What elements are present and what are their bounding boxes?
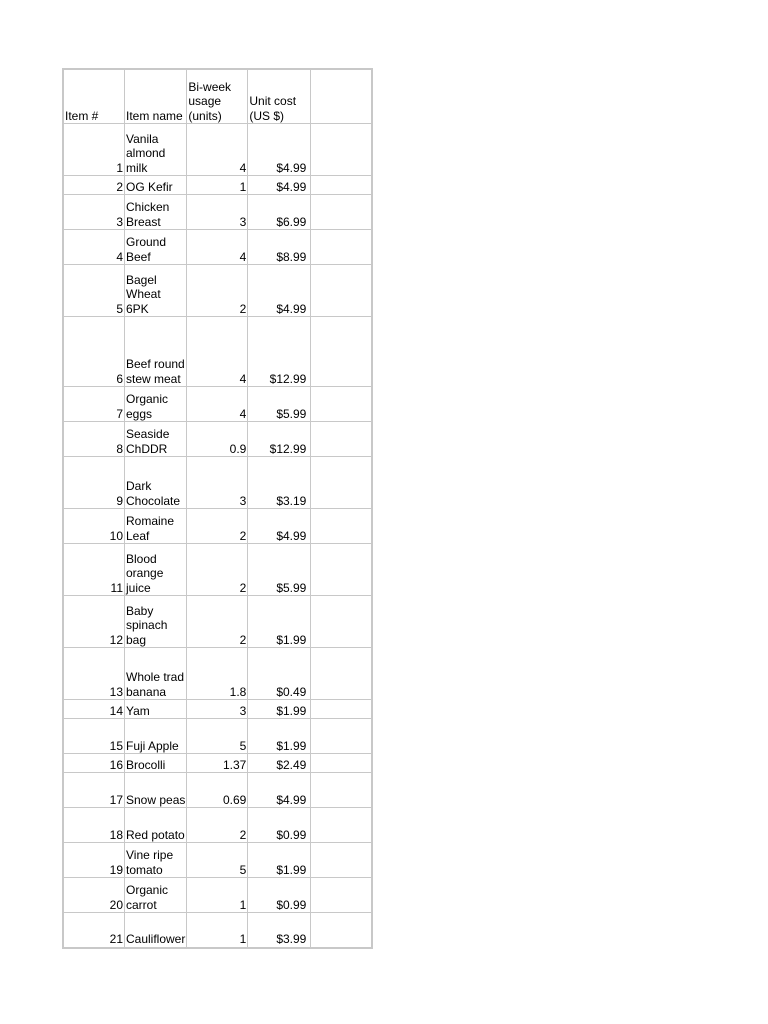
item-number-cell[interactable]: 11 xyxy=(63,544,125,596)
usage-cell[interactable]: 1 xyxy=(187,878,248,913)
table-row xyxy=(63,124,372,176)
header-unit-cost[interactable]: Unit cost (US $) xyxy=(248,69,311,124)
blank-cell[interactable] xyxy=(311,422,373,457)
blank-cell[interactable] xyxy=(311,596,373,648)
usage-cell[interactable]: 4 xyxy=(187,317,248,387)
item-name-cell[interactable]: Dark Chocolate xyxy=(125,457,187,509)
table-row xyxy=(63,317,372,387)
item-number-cell[interactable]: 21 xyxy=(63,913,125,948)
table-row xyxy=(63,773,372,808)
blank-cell[interactable] xyxy=(311,719,373,754)
item-name-cell[interactable]: Brocolli xyxy=(125,754,187,773)
usage-cell[interactable]: 5 xyxy=(187,719,248,754)
item-number-cell[interactable]: 10 xyxy=(63,509,125,544)
unit-cost-cell[interactable]: $3.19 xyxy=(248,457,311,509)
grocery-table xyxy=(62,68,373,949)
usage-cell[interactable]: 4 xyxy=(187,230,248,265)
usage-cell[interactable]: 2 xyxy=(187,808,248,843)
item-name-cell[interactable]: Romaine Leaf xyxy=(125,509,187,544)
table-row xyxy=(63,754,372,773)
header-blank[interactable] xyxy=(311,69,373,124)
item-number-cell[interactable]: 1 xyxy=(63,124,125,176)
usage-cell[interactable]: 1 xyxy=(187,913,248,948)
table-row xyxy=(63,913,372,948)
item-name-cell[interactable]: Vanila almond milk xyxy=(125,124,187,176)
unit-cost-cell[interactable]: $0.49 xyxy=(248,648,311,700)
table-row xyxy=(63,176,372,195)
header-item-name[interactable]: Item name xyxy=(125,69,187,124)
blank-cell[interactable] xyxy=(311,648,373,700)
unit-cost-cell[interactable]: $1.99 xyxy=(248,700,311,719)
header-item-number[interactable]: Item # xyxy=(63,69,125,124)
item-name-cell[interactable]: Whole trad banana xyxy=(125,648,187,700)
usage-cell[interactable]: 0.9 xyxy=(187,422,248,457)
table-row xyxy=(63,265,372,317)
table-row xyxy=(63,544,372,596)
item-name-cell[interactable]: Fuji Apple xyxy=(125,719,187,754)
item-number-cell[interactable]: 20 xyxy=(63,878,125,913)
item-name-cell[interactable]: Beef round stew meat xyxy=(125,317,187,387)
blank-cell[interactable] xyxy=(311,457,373,509)
unit-cost-cell[interactable]: $1.99 xyxy=(248,843,311,878)
blank-cell[interactable] xyxy=(311,544,373,596)
table-row xyxy=(63,230,372,265)
item-name-cell[interactable]: Snow peas xyxy=(125,773,187,808)
unit-cost-cell[interactable]: $0.99 xyxy=(248,808,311,843)
header-row xyxy=(63,69,372,124)
table-row xyxy=(63,808,372,843)
usage-cell[interactable]: 2 xyxy=(187,544,248,596)
item-name-cell[interactable]: OG Kefir xyxy=(125,176,187,195)
header-usage[interactable]: Bi-week usage (units) xyxy=(187,69,248,124)
item-number-cell[interactable]: 13 xyxy=(63,648,125,700)
unit-cost-cell[interactable]: $1.99 xyxy=(248,596,311,648)
item-number-cell[interactable]: 16 xyxy=(63,754,125,773)
usage-cell[interactable]: 1 xyxy=(187,176,248,195)
item-name-cell[interactable]: Seaside ChDDR xyxy=(125,422,187,457)
table-row xyxy=(63,195,372,230)
usage-cell[interactable]: 1.8 xyxy=(187,648,248,700)
unit-cost-cell[interactable]: $1.99 xyxy=(248,719,311,754)
item-name-cell[interactable]: Ground Beef xyxy=(125,230,187,265)
item-number-cell[interactable]: 6 xyxy=(63,317,125,387)
item-number-cell[interactable]: 5 xyxy=(63,265,125,317)
table-row xyxy=(63,509,372,544)
item-number-cell[interactable]: 12 xyxy=(63,596,125,648)
item-number-cell[interactable]: 18 xyxy=(63,808,125,843)
usage-cell[interactable]: 2 xyxy=(187,265,248,317)
unit-cost-cell[interactable]: $4.99 xyxy=(248,124,311,176)
blank-cell[interactable] xyxy=(311,265,373,317)
blank-cell[interactable] xyxy=(311,195,373,230)
item-name-cell[interactable]: Vine ripe tomato xyxy=(125,843,187,878)
unit-cost-cell[interactable]: $12.99 xyxy=(248,317,311,387)
usage-cell[interactable]: 2 xyxy=(187,509,248,544)
item-number-cell[interactable]: 19 xyxy=(63,843,125,878)
usage-cell[interactable]: 3 xyxy=(187,700,248,719)
blank-cell[interactable] xyxy=(311,387,373,422)
item-number-cell[interactable]: 8 xyxy=(63,422,125,457)
blank-cell[interactable] xyxy=(311,317,373,387)
blank-cell[interactable] xyxy=(311,230,373,265)
blank-cell[interactable] xyxy=(311,754,373,773)
usage-cell[interactable]: 0.69 xyxy=(187,773,248,808)
unit-cost-cell[interactable]: $4.99 xyxy=(248,176,311,195)
item-number-cell[interactable]: 17 xyxy=(63,773,125,808)
unit-cost-cell[interactable]: $3.99 xyxy=(248,913,311,948)
item-name-cell[interactable]: Baby spinach bag xyxy=(125,596,187,648)
usage-cell[interactable]: 1.37 xyxy=(187,754,248,773)
item-number-cell[interactable]: 14 xyxy=(63,700,125,719)
blank-cell[interactable] xyxy=(311,843,373,878)
table-row xyxy=(63,878,372,913)
item-name-cell[interactable]: Organic eggs xyxy=(125,387,187,422)
table-row xyxy=(63,457,372,509)
usage-cell[interactable]: 4 xyxy=(187,124,248,176)
item-name-cell[interactable]: Organic carrot xyxy=(125,878,187,913)
unit-cost-cell[interactable]: $5.99 xyxy=(248,387,311,422)
item-name-cell[interactable]: Blood orange juice xyxy=(125,544,187,596)
unit-cost-cell[interactable]: $6.99 xyxy=(248,195,311,230)
item-name-cell[interactable]: Yam xyxy=(125,700,187,719)
blank-cell[interactable] xyxy=(311,878,373,913)
unit-cost-cell[interactable]: $4.99 xyxy=(248,773,311,808)
unit-cost-cell[interactable]: $4.99 xyxy=(248,265,311,317)
unit-cost-cell[interactable]: $5.99 xyxy=(248,544,311,596)
usage-cell[interactable]: 2 xyxy=(187,596,248,648)
item-number-cell[interactable]: 2 xyxy=(63,176,125,195)
blank-cell[interactable] xyxy=(311,700,373,719)
table-row xyxy=(63,843,372,878)
unit-cost-cell[interactable]: $12.99 xyxy=(248,422,311,457)
table-row xyxy=(63,648,372,700)
blank-cell[interactable] xyxy=(311,773,373,808)
blank-cell[interactable] xyxy=(311,176,373,195)
unit-cost-cell[interactable]: $8.99 xyxy=(248,230,311,265)
table-row xyxy=(63,422,372,457)
item-number-cell[interactable]: 7 xyxy=(63,387,125,422)
item-name-cell[interactable]: Red potato xyxy=(125,808,187,843)
item-number-cell[interactable]: 3 xyxy=(63,195,125,230)
blank-cell[interactable] xyxy=(311,913,373,948)
table-row xyxy=(63,387,372,422)
blank-cell[interactable] xyxy=(311,808,373,843)
item-number-cell[interactable]: 9 xyxy=(63,457,125,509)
usage-cell[interactable]: 3 xyxy=(187,457,248,509)
blank-cell[interactable] xyxy=(311,509,373,544)
table-row xyxy=(63,719,372,754)
table-row xyxy=(63,596,372,648)
usage-cell[interactable]: 4 xyxy=(187,387,248,422)
item-name-cell[interactable]: Bagel Wheat 6PK xyxy=(125,265,187,317)
usage-cell[interactable]: 5 xyxy=(187,843,248,878)
item-name-cell[interactable]: Chicken Breast xyxy=(125,195,187,230)
item-number-cell[interactable]: 15 xyxy=(63,719,125,754)
usage-cell[interactable]: 3 xyxy=(187,195,248,230)
unit-cost-cell[interactable]: $2.49 xyxy=(248,754,311,773)
unit-cost-cell[interactable]: $0.99 xyxy=(248,878,311,913)
item-number-cell[interactable]: 4 xyxy=(63,230,125,265)
blank-cell[interactable] xyxy=(311,124,373,176)
item-name-cell[interactable]: Cauliflower xyxy=(125,913,187,948)
unit-cost-cell[interactable]: $4.99 xyxy=(248,509,311,544)
table-row xyxy=(63,700,372,719)
